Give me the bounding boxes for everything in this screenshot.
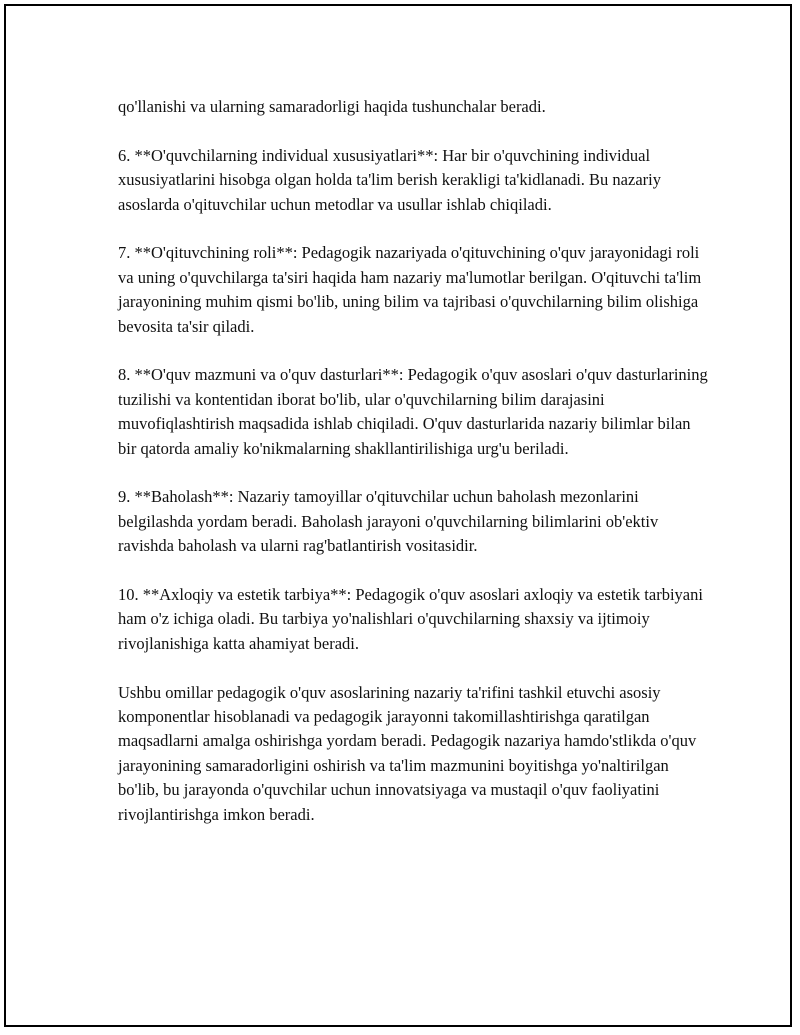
document-page: [4, 4, 792, 1027]
paragraph-conclusion: Ushbu omillar pedagogik o'quv asoslarining nazariy ta'rifini tashkil etuvchi asosiy komponentlar hisoblanadi va pedagogik jarayonni takomillashtirishga qaratilgan maqsadlarni amalga oshirishga yordam beradi. Pedagogik nazariya hamdo'stlikda o'quv jarayonining samaradorligini oshirish va ta'lim mazmunini boyitishga yo'naltirilgan bo'lib, bu jarayonda o'quvchilar uchun innovatsiyaga va mustaqil o'quv faoliyatini rivojlantirishga imkon beradi.: [118, 682, 697, 824]
paragraph-item-10: 10. **Axloqiy va estetik tarbiya**: Pedagogik o'quv asoslari axloqiy va estetik tarbiyani ham o'z ichiga oladi. Bu tarbiya yo'nalishlari o'quvchilarning shaxsiy va ijtimoiy rivojlanishiga katta ahamiyat beradi.: [118, 585, 703, 653]
paragraph-item-7: 7. **O'qituvchining roli**: Pedagogik nazariyada o'qituvchining o'quv jarayonidagi roli va uning o'quvchilarga ta'siri haqida ham nazariy ma'lumotlar berilgan. O'qituvchi ta'lim jarayonining muhim qismi bo'lib, uning bilim va tajribasi o'quvchilarning bilim olishiga bevosita ta'sir qiladi.: [118, 243, 702, 336]
paragraph-item-8: 8. **O'quv mazmuni va o'quv dasturlari**: Pedagogik o'quv asoslari o'quv dasturlarining tuzilishi va kontentidan iborat bo'lib, ular o'quvchilarning bilim darajasini muvofiqlashtirish maqsadida ishlab chiqiladi. O'quv dasturlarida nazariy bilimlar bilan bir qatorda amaliy ko'nikmalarning shakllantirilishiga urg'u beriladi.: [118, 365, 708, 458]
document-body: [118, 95, 708, 851]
paragraph-item-9: 9. **Baholash**: Nazariy tamoyillar o'qituvchilar uchun baholash mezonlarini belgilashda yordam beradi. Baholash jarayoni o'quvchilarning bilimlarini ob'ektiv ravishda baholash va ularni rag'batlantirish vositasidir.: [118, 487, 659, 556]
paragraph-continuation: qo'llanishi va ularning samaradorligi haqida tushunchalar beradi.: [118, 97, 546, 116]
paragraph-item-6: 6. **O'quvchilarning individual xususiyatlari**: Har bir o'quvchining individual xususiyatlarini hisobga olgan holda ta'lim berish kerakligi ta'kidlanadi. Bu nazariy asoslarda o'qituvchilar uchun metodlar va usullar ishlab chiqiladi.: [118, 145, 661, 214]
